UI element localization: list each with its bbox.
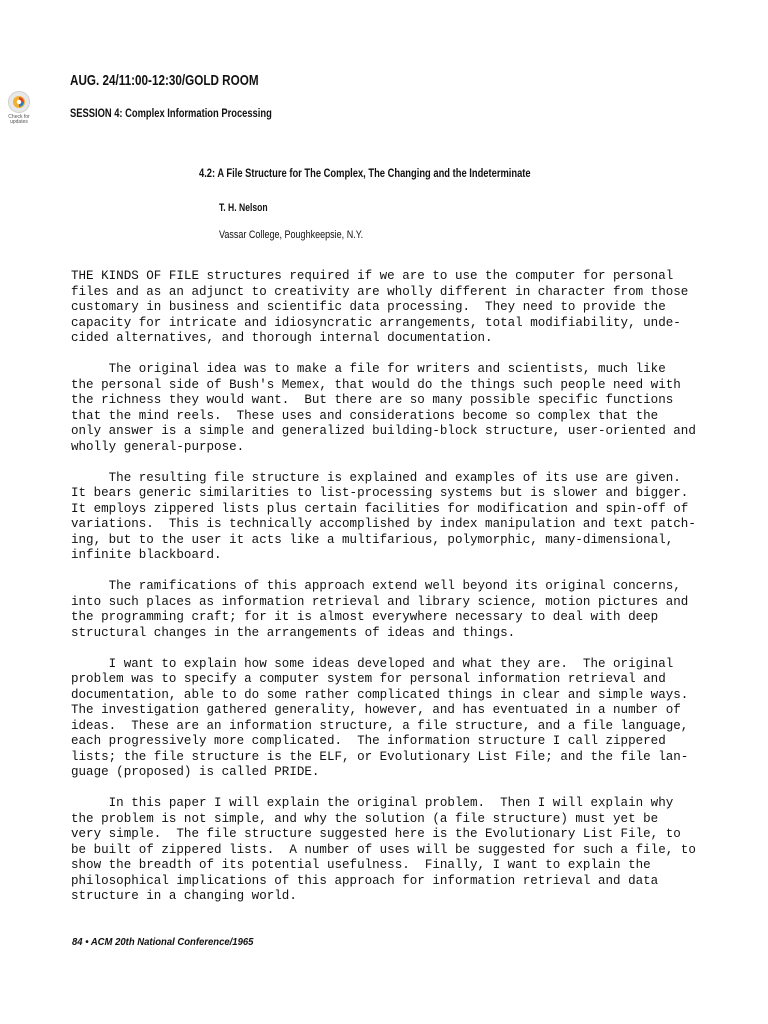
page-footer: 84 • ACM 20th National Conference/1965 [72,937,254,948]
session-title: SESSION 4: Complex Information Processing [70,106,272,120]
check-for-updates-label: Check for updates [8,114,30,125]
text-line: ing, but to the user it acts like a multifarious, polymorphic, many-dimensional, [71,531,674,547]
text-line: cided alternatives, and thorough internal documentation. [71,330,493,345]
text-line: guage (proposed) is called PRIDE. [71,764,320,779]
paragraph [71,656,711,780]
text-line: ideas. These are an information structure, a file structure, and a file language, [71,717,689,733]
text-line: capacity for intricate and idiosyncratic arrangements, total modifiability, unde- [71,314,681,330]
text-line: It employs zippered lists plus certain facilities for modification and spin-off of [71,500,689,516]
text-line: The investigation gathered generality, however, and has eventuated in a number of [71,702,681,717]
text-line: each progressively more complicated. The information structure I call zippered [71,733,666,748]
text-line: the programming craft; for it is almost everywhere necessary to deal with deep [71,609,659,624]
text-line: THE KINDS OF FILE structures required if we are to use the computer for personal [71,268,674,283]
text-line: lists; the file structure is the ELF, or Evolutionary List File; and the file lan- [71,748,689,764]
text-line: The original idea was to make a file for writers and scientists, much like [71,361,666,376]
paragraph [71,578,711,640]
paragraph [71,268,711,346]
paragraph [71,361,711,454]
text-line: be built of zippered lists. A number of uses will be suggested for such a file, to [71,841,696,857]
text-line: the personal side of Bush's Memex, that would do the things such people need with [71,376,681,392]
author-affiliation: Vassar College, Poughkeepsie, N.Y. [219,229,364,241]
text-line: very simple. The file structure suggested here is the Evolutionary List File, to [71,826,681,841]
check-for-updates-icon [8,91,30,113]
text-line: documentation, able to do some rather complicated things in clear and simple ways. [71,686,689,702]
text-line: the problem is not simple, and why the solution (a file structure) must yet be [71,810,659,826]
session-date: AUG. 24/11:00-12:30/GOLD ROOM [70,72,259,89]
text-line: I want to explain how some ideas developed and what they are. The original [71,655,674,671]
text-line: problem was to specify a computer system for personal information retrieval and [71,671,666,686]
text-line: philosophical implications of this approach for information retrieval and data [71,872,659,888]
text-line: In this paper I will explain the original problem. Then I will explain why [71,795,674,810]
text-line: variations. This is technically accomplished by index manipulation and text patch- [71,516,696,531]
text-line: structural changes in the arrangements of ideas and things. [71,624,516,640]
paper-title: 4.2: A File Structure for The Complex, The Changing and the Indeterminate [199,166,531,180]
paragraph [71,470,711,563]
text-line: It bears generic similarities to list-processing systems but is slower and bigger. [71,485,689,500]
text-line: that the mind reels. These uses and considerations become so complex that the [71,407,659,423]
text-line: customary in business and scientific data processing. They need to provide the [71,299,666,314]
text-line: infinite blackboard. [71,547,222,562]
text-line: The resulting file structure is explained and examples of its use are given. [71,469,681,485]
text-line: only answer is a simple and generalized building-block structure, user-oriented and [71,423,696,438]
check-for-updates-badge[interactable] [4,91,34,125]
text-line: files and as an adjunct to creativity are wholly different in character from those [71,283,689,299]
body-text [71,268,711,919]
text-line: structure in a changing world. [71,888,297,903]
paragraph [71,795,711,904]
text-line: show the breadth of its potential usefulness. Finally, I want to explain the [71,857,651,872]
text-line: wholly general-purpose. [71,438,245,454]
text-line: into such places as information retrieval and library science, motion pictures and [71,593,689,609]
author-name: T. H. Nelson [219,202,268,214]
text-line: The ramifications of this approach extend well beyond its original concerns, [71,578,681,593]
text-line: the richness they would want. But there are so many possible specific functions [71,392,674,407]
